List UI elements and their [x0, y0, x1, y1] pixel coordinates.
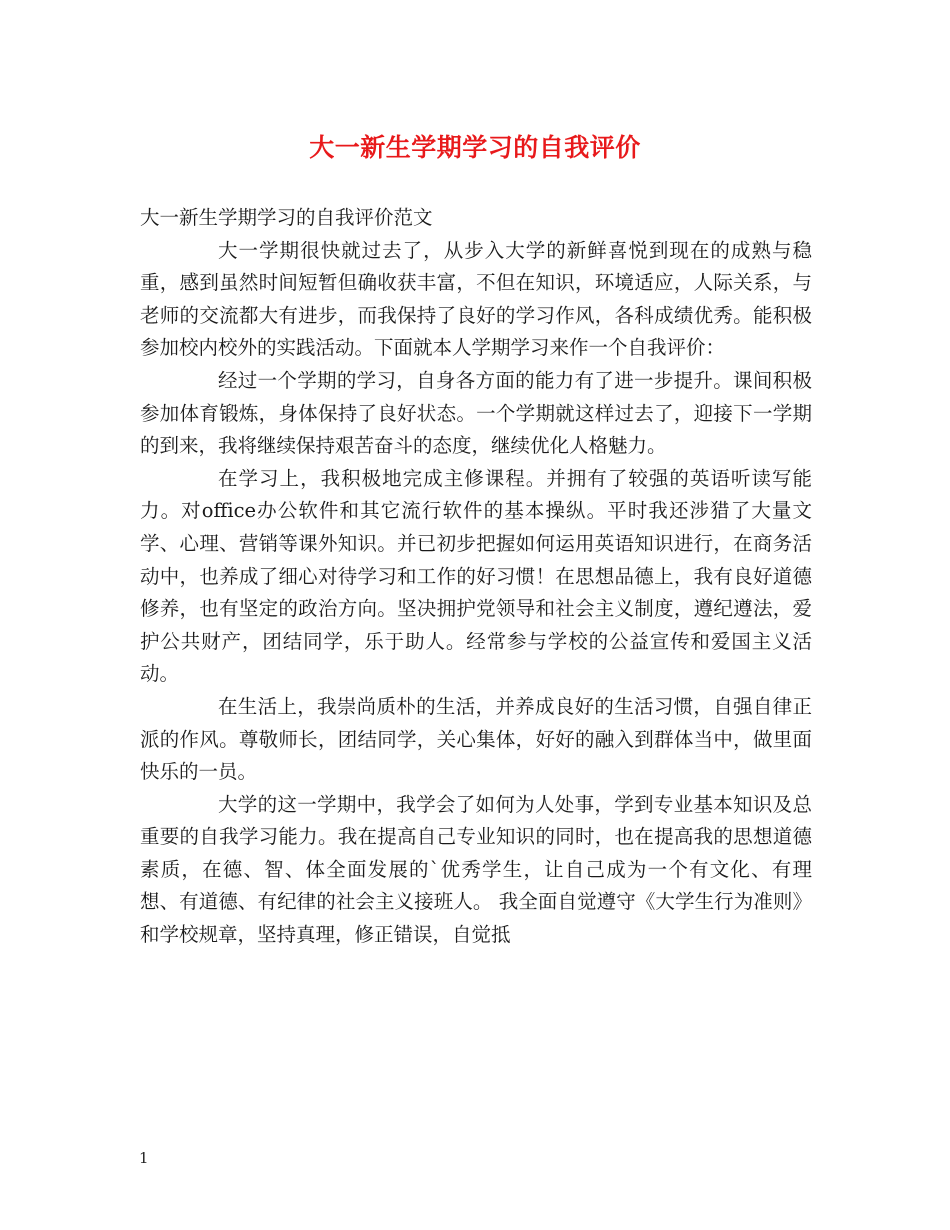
document-subtitle: 大一新生学期学习的自我评价范文 — [140, 206, 433, 229]
document-title: 大一新生学期学习的自我评价 — [309, 133, 641, 162]
paragraph-summary: 大学的这一学期中，我学会了如何为人处事，学到专业基本知识及总重要的自我学习能力。我在提高自己专业知识的同时，也在提高我的思想道德素质，在德、智、体全面发展的`优秀学生，让自己成为一个有文化、有理想、有道德、有纪律的社会主义接班人。 我全面自觉遵守《大学生行为准则》和学校规章，坚持真理，修正错误，自觉抵 — [140, 792, 812, 947]
paragraph-intro: 大一学期很快就过去了，从步入大学的新鲜喜悦到现在的成熟与稳重，感到虽然时间短暂但确收获丰富，不但在知识，环境适应，人际关系，与老师的交流都大有进步，而我保持了良好的学习作风，各科成绩优秀。能积极参加校内校外的实践活动。下面就本人学期学习来作一个自我评价： — [140, 238, 812, 360]
paragraph-life: 在生活上，我崇尚质朴的生活，并养成良好的生活习惯，自强自律正派的作风。尊敬师长，团结同学，关心集体，好好的融入到群体当中，做里面快乐的一员。 — [140, 694, 812, 784]
document-body — [140, 202, 812, 952]
paragraph-study: 在学习上，我积极地完成主修课程。并拥有了较强的英语听读写能力。对office办公软件和其它流行软件的基本操纵。平时我还涉猎了大量文学、心理、营销等课外知识。并已初步把握如何运用英语知识进行，在商务活动中，也养成了细心对待学习和工作的好习惯！在思想品德上，我有良好道德修养，也有坚定的政治方向。坚决拥护党领导和社会主义制度，遵纪遵法，爱护公共财产，团结同学，乐于助人。经常参与学校的公益宣传和爱国主义活动。 — [140, 466, 812, 686]
page-number: 1 — [139, 1149, 149, 1167]
paragraph-progress: 经过一个学期的学习，自身各方面的能力有了进一步提升。课间积极参加体育锻炼，身体保持了良好状态。一个学期就这样过去了，迎接下一学期的到来，我将继续保持艰苦奋斗的态度，继续优化人格魅力。 — [140, 368, 812, 458]
